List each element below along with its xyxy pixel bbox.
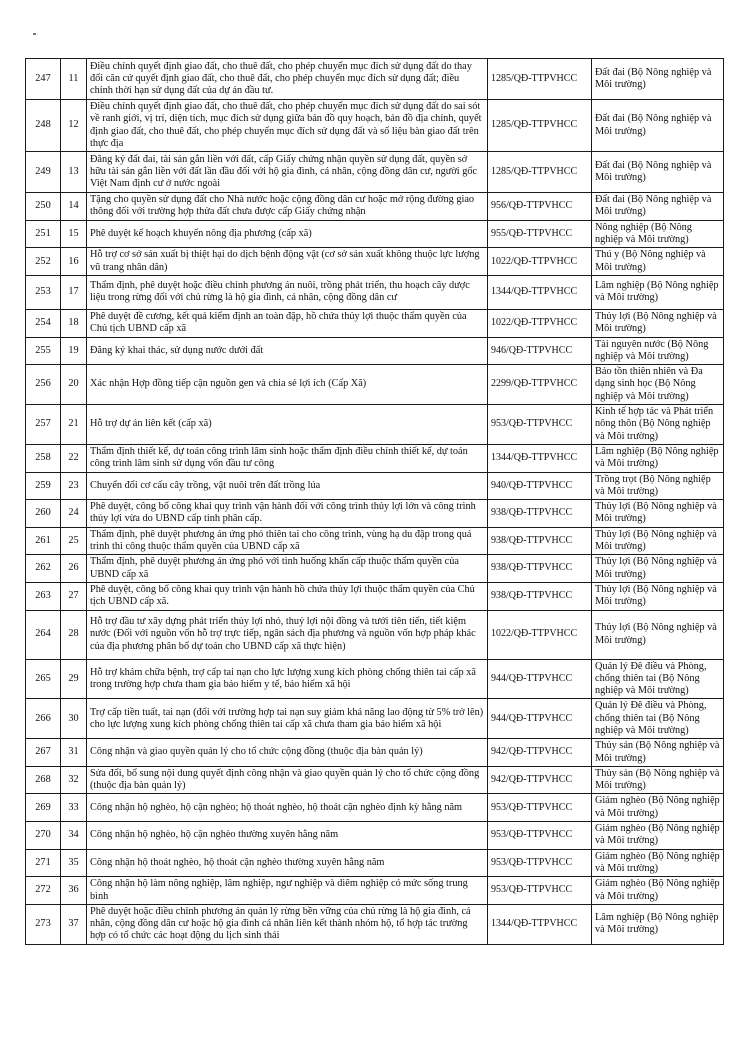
decision-number: 1022/QĐ-TTPVHCC	[488, 309, 592, 337]
field-name: Giảm nghèo (Bộ Nông nghiệp và Môi trường)	[592, 794, 724, 822]
field-name: Quản lý Đê điều và Phòng, chống thiên tai (Bộ Nông nghiệp và Môi trường)	[592, 659, 724, 699]
decision-number: 944/QĐ-TTPVHCC	[488, 659, 592, 699]
field-name: Thủy sản (Bộ Nông nghiệp và Môi trường)	[592, 766, 724, 794]
table-row	[26, 877, 724, 905]
procedure-name: Công nhận hộ nghèo, hộ cận nghèo thường xuyên hằng năm	[87, 822, 488, 850]
field-name: Đất đai (Bộ Nông nghiệp và Môi trường)	[592, 152, 724, 193]
row-sub-number: 30	[61, 699, 87, 739]
decision-number: 938/QĐ-TTPVHCC	[488, 555, 592, 583]
decision-number: 953/QĐ-TTPVHCC	[488, 849, 592, 877]
table-row	[26, 699, 724, 739]
table-row	[26, 152, 724, 193]
row-sub-number: 27	[61, 582, 87, 610]
decision-number: 946/QĐ-TTPVHCC	[488, 337, 592, 365]
field-name: Thủy lợi (Bộ Nông nghiệp và Môi trường)	[592, 500, 724, 528]
table-row	[26, 904, 724, 944]
procedure-name: Thẩm định, phê duyệt hoặc điều chỉnh phương án nuôi, trồng phát triển, thu hoạch cây dược liệu trong rừng đối với chủ rừng là hộ gia đình, cá nhân, cộng đồng dân cư	[87, 275, 488, 309]
row-sub-number: 12	[61, 100, 87, 152]
row-sub-number: 18	[61, 309, 87, 337]
row-number: 254	[26, 309, 61, 337]
row-sub-number: 23	[61, 472, 87, 500]
field-name: Đất đai (Bộ Nông nghiệp và Môi trường)	[592, 59, 724, 100]
row-number: 258	[26, 444, 61, 472]
row-number: 259	[26, 472, 61, 500]
row-sub-number: 34	[61, 822, 87, 850]
field-name: Thủy sản (Bộ Nông nghiệp và Môi trường)	[592, 739, 724, 767]
row-number: 269	[26, 794, 61, 822]
row-number: 271	[26, 849, 61, 877]
table-row	[26, 275, 724, 309]
field-name: Giảm nghèo (Bộ Nông nghiệp và Môi trường)	[592, 822, 724, 850]
row-number: 267	[26, 739, 61, 767]
table-row	[26, 659, 724, 699]
row-number: 250	[26, 193, 61, 221]
row-sub-number: 28	[61, 610, 87, 659]
table-row	[26, 220, 724, 248]
table-row	[26, 849, 724, 877]
row-sub-number: 37	[61, 904, 87, 944]
decision-number: 956/QĐ-TTPVHCC	[488, 193, 592, 221]
field-name: Giảm nghèo (Bộ Nông nghiệp và Môi trường)	[592, 877, 724, 905]
procedure-name: Điều chỉnh quyết định giao đất, cho thuê đất, cho phép chuyển mục đích sử dụng đất do sai sót về ranh giới, vị trí, diện tích, mục đích sử dụng giữa bản đồ quy hoạch, bản đồ địa chính, quyết định giao đất, cho thuê đất, cho phép chuyển mục đích sử dụng đất và số liệu bàn giao đất trên thực địa	[87, 100, 488, 152]
row-number: 268	[26, 766, 61, 794]
decision-number: 1344/QĐ-TTPVHCC	[488, 275, 592, 309]
table-row	[26, 193, 724, 221]
table-row	[26, 365, 724, 405]
procedure-name: Công nhận hộ thoát nghèo, hộ thoát cận nghèo thường xuyên hằng năm	[87, 849, 488, 877]
decision-number: 953/QĐ-TTPVHCC	[488, 822, 592, 850]
table-row	[26, 248, 724, 276]
table-row	[26, 59, 724, 100]
table-row	[26, 472, 724, 500]
page-corner-mark	[33, 33, 36, 35]
procedures-table	[25, 58, 724, 945]
field-name: Đất đai (Bộ Nông nghiệp và Môi trường)	[592, 100, 724, 152]
field-name: Bảo tồn thiên nhiên và Đa dạng sinh học (Bộ Nông nghiệp và Môi trường)	[592, 365, 724, 405]
field-name: Tài nguyên nước (Bộ Nông nghiệp và Môi trường)	[592, 337, 724, 365]
procedure-name: Công nhận hộ làm nông nghiệp, lâm nghiệp, ngư nghiệp và diêm nghiệp có mức sống trung bình	[87, 877, 488, 905]
procedure-name: Xác nhận Hợp đồng tiếp cận nguồn gen và chia sẻ lợi ích (Cấp Xã)	[87, 365, 488, 405]
decision-number: 1285/QĐ-TTPVHCC	[488, 100, 592, 152]
row-number: 251	[26, 220, 61, 248]
row-number: 266	[26, 699, 61, 739]
procedure-name: Đăng ký đất đai, tài sản gắn liền với đất, cấp Giấy chứng nhận quyền sử dụng đất, quyền sở hữu tài sản gắn liền với đất lần đầu đối với hộ gia đình, cá nhân, cộng đồng dân cư, người gốc Việt Nam định cư ở nước ngoài	[87, 152, 488, 193]
decision-number: 953/QĐ-TTPVHCC	[488, 405, 592, 445]
procedure-name: Thẩm định thiết kế, dự toán công trình lâm sinh hoặc thẩm định điều chỉnh thiết kế, dự toán công trình lâm sinh sử dụng vốn đầu tư công	[87, 444, 488, 472]
decision-number: 938/QĐ-TTPVHCC	[488, 500, 592, 528]
procedure-name: Thẩm định, phê duyệt phương án ứng phó với tình huống khẩn cấp thuộc thẩm quyền của UBND cấp xã	[87, 555, 488, 583]
decision-number: 1022/QĐ-TTPVHCC	[488, 610, 592, 659]
field-name: Thủy lợi (Bộ Nông nghiệp và Môi trường)	[592, 610, 724, 659]
field-name: Giảm nghèo (Bộ Nông nghiệp và Môi trường)	[592, 849, 724, 877]
row-sub-number: 13	[61, 152, 87, 193]
table-row	[26, 309, 724, 337]
table-row	[26, 555, 724, 583]
row-number: 272	[26, 877, 61, 905]
row-number: 265	[26, 659, 61, 699]
row-number: 264	[26, 610, 61, 659]
row-number: 261	[26, 527, 61, 555]
row-number: 255	[26, 337, 61, 365]
decision-number: 955/QĐ-TTPVHCC	[488, 220, 592, 248]
row-sub-number: 21	[61, 405, 87, 445]
row-number: 270	[26, 822, 61, 850]
decision-number: 1344/QĐ-TTPVHCC	[488, 904, 592, 944]
procedure-name: Phê duyệt, công bố công khai quy trình vận hành hồ chứa thủy lợi thuộc thẩm quyền của Chủ tịch UBND cấp xã.	[87, 582, 488, 610]
table-row	[26, 822, 724, 850]
row-number: 256	[26, 365, 61, 405]
decision-number: 1285/QĐ-TTPVHCC	[488, 59, 592, 100]
row-sub-number: 19	[61, 337, 87, 365]
procedure-name: Hỗ trợ khám chữa bệnh, trợ cấp tai nạn cho lực lượng xung kích phòng chống thiên tai cấp xã trong trường hợp chưa tham gia bảo hiểm y tế, bảo hiểm xã hội	[87, 659, 488, 699]
row-sub-number: 11	[61, 59, 87, 100]
row-number: 260	[26, 500, 61, 528]
row-sub-number: 14	[61, 193, 87, 221]
field-name: Nông nghiệp (Bộ Nông nghiệp và Môi trường)	[592, 220, 724, 248]
procedure-name: Hỗ trợ cơ sở sản xuất bị thiệt hại do dịch bệnh động vật (cơ sở sản xuất không thuộc lực lượng vũ trang nhân dân)	[87, 248, 488, 276]
field-name: Lâm nghiệp (Bộ Nông nghiệp và Môi trường)	[592, 904, 724, 944]
procedure-name: Thẩm định, phê duyệt phương án ứng phó thiên tai cho công trình, vùng hạ du đập trong quá trình thi công thuộc thẩm quyền của UBND cấp xã	[87, 527, 488, 555]
procedure-name: Tặng cho quyền sử dụng đất cho Nhà nước hoặc cộng đồng dân cư hoặc mở rộng đường giao thông đối với trường hợp thửa đất chưa được cấp Giấy chứng nhận	[87, 193, 488, 221]
table-row	[26, 444, 724, 472]
row-sub-number: 29	[61, 659, 87, 699]
row-sub-number: 24	[61, 500, 87, 528]
decision-number: 942/QĐ-TTPVHCC	[488, 739, 592, 767]
row-sub-number: 20	[61, 365, 87, 405]
row-number: 257	[26, 405, 61, 445]
field-name: Quản lý Đê điều và Phòng, chống thiên tai (Bộ Nông nghiệp và Môi trường)	[592, 699, 724, 739]
row-sub-number: 26	[61, 555, 87, 583]
row-sub-number: 35	[61, 849, 87, 877]
decision-number: 938/QĐ-TTPVHCC	[488, 527, 592, 555]
row-sub-number: 32	[61, 766, 87, 794]
procedure-name: Sửa đổi, bổ sung nội dung quyết định công nhận và giao quyền quản lý cho tổ chức cộng đồng (thuộc địa bàn quản lý)	[87, 766, 488, 794]
field-name: Trồng trọt (Bộ Nông nghiệp và Môi trường)	[592, 472, 724, 500]
table-row	[26, 337, 724, 365]
row-number: 252	[26, 248, 61, 276]
field-name: Thủy lợi (Bộ Nông nghiệp và Môi trường)	[592, 309, 724, 337]
field-name: Lâm nghiệp (Bộ Nông nghiệp và Môi trường)	[592, 275, 724, 309]
decision-number: 944/QĐ-TTPVHCC	[488, 699, 592, 739]
row-number: 263	[26, 582, 61, 610]
procedure-name: Phê duyệt đề cương, kết quả kiểm định an toàn đập, hồ chứa thủy lợi thuộc thẩm quyền của Chủ tịch UBND cấp xã	[87, 309, 488, 337]
field-name: Thủy lợi (Bộ Nông nghiệp và Môi trường)	[592, 555, 724, 583]
table-row	[26, 582, 724, 610]
row-number: 248	[26, 100, 61, 152]
procedure-name: Chuyển đổi cơ cấu cây trồng, vật nuôi trên đất trồng lúa	[87, 472, 488, 500]
row-sub-number: 17	[61, 275, 87, 309]
procedure-name: Phê duyệt kế hoạch khuyến nông địa phương (cấp xã)	[87, 220, 488, 248]
decision-number: 953/QĐ-TTPVHCC	[488, 877, 592, 905]
table-row	[26, 527, 724, 555]
row-number: 253	[26, 275, 61, 309]
row-sub-number: 33	[61, 794, 87, 822]
field-name: Thú y (Bộ Nông nghiệp và Môi trường)	[592, 248, 724, 276]
decision-number: 953/QĐ-TTPVHCC	[488, 794, 592, 822]
procedure-name: Trợ cấp tiền tuất, tai nạn (đối với trường hợp tai nạn suy giảm khả năng lao động từ 5% trở lên) cho lực lượng xung kích phòng chống thiên tai cấp xã chưa tham gia bảo hiểm xã hội	[87, 699, 488, 739]
table-row	[26, 794, 724, 822]
table-row	[26, 405, 724, 445]
procedure-name: Hỗ trợ đầu tư xây dựng phát triển thủy lợi nhỏ, thuỷ lợi nội đồng và tưới tiên tiến, tiết kiệm nước (Đối với nguồn vốn hỗ trợ trực tiếp, ngân sách địa phương và nguồn vốn hợp pháp khác của địa phương phân bổ dự toán cho UBND cấp xã thực hiện)	[87, 610, 488, 659]
field-name: Lâm nghiệp (Bộ Nông nghiệp và Môi trường)	[592, 444, 724, 472]
decision-number: 2299/QĐ-TTPVHCC	[488, 365, 592, 405]
procedure-name: Hỗ trợ dự án liên kết (cấp xã)	[87, 405, 488, 445]
table-row	[26, 500, 724, 528]
row-number: 249	[26, 152, 61, 193]
procedure-name: Điều chỉnh quyết định giao đất, cho thuê đất, cho phép chuyển mục đích sử dụng đất do thay đổi căn cứ quyết định giao đất, cho thuê đất, cho phép chuyển mục đích sử dụng đất; điều chỉnh thời hạn sử dụng đất của dự án đầu tư.	[87, 59, 488, 100]
field-name: Đất đai (Bộ Nông nghiệp và Môi trường)	[592, 193, 724, 221]
procedure-name: Phê duyệt hoặc điều chỉnh phương án quản lý rừng bền vững của chủ rừng là hộ gia đình, cá nhân, cộng đồng dân cư hoặc hộ gia đình cá nhân liên kết thành nhóm hộ, tổ hợp tác trường hợp có tổ chức các hoạt động du lịch sinh thái	[87, 904, 488, 944]
decision-number: 1344/QĐ-TTPVHCC	[488, 444, 592, 472]
row-number: 273	[26, 904, 61, 944]
table-row	[26, 610, 724, 659]
procedure-name: Công nhận và giao quyền quản lý cho tổ chức cộng đồng (thuộc địa bàn quản lý)	[87, 739, 488, 767]
row-sub-number: 22	[61, 444, 87, 472]
decision-number: 942/QĐ-TTPVHCC	[488, 766, 592, 794]
procedure-name: Đăng ký khai thác, sử dụng nước dưới đất	[87, 337, 488, 365]
decision-number: 1285/QĐ-TTPVHCC	[488, 152, 592, 193]
decision-number: 938/QĐ-TTPVHCC	[488, 582, 592, 610]
row-sub-number: 36	[61, 877, 87, 905]
field-name: Kinh tế hợp tác và Phát triển nông thôn (Bộ Nông nghiệp và Môi trường)	[592, 405, 724, 445]
row-number: 247	[26, 59, 61, 100]
row-sub-number: 16	[61, 248, 87, 276]
procedure-name: Công nhận hộ nghèo, hộ cận nghèo; hộ thoát nghèo, hộ thoát cận nghèo định kỳ hằng năm	[87, 794, 488, 822]
row-number: 262	[26, 555, 61, 583]
procedure-name: Phê duyệt, công bố công khai quy trình vận hành đối với công trình thủy lợi lớn và công trình thủy lợi vừa do UBND cấp tỉnh phân cấp.	[87, 500, 488, 528]
row-sub-number: 25	[61, 527, 87, 555]
decision-number: 940/QĐ-TTPVHCC	[488, 472, 592, 500]
table-row	[26, 739, 724, 767]
field-name: Thủy lợi (Bộ Nông nghiệp và Môi trường)	[592, 582, 724, 610]
table-row	[26, 100, 724, 152]
decision-number: 1022/QĐ-TTPVHCC	[488, 248, 592, 276]
field-name: Thủy lợi (Bộ Nông nghiệp và Môi trường)	[592, 527, 724, 555]
row-sub-number: 31	[61, 739, 87, 767]
row-sub-number: 15	[61, 220, 87, 248]
table-row	[26, 766, 724, 794]
